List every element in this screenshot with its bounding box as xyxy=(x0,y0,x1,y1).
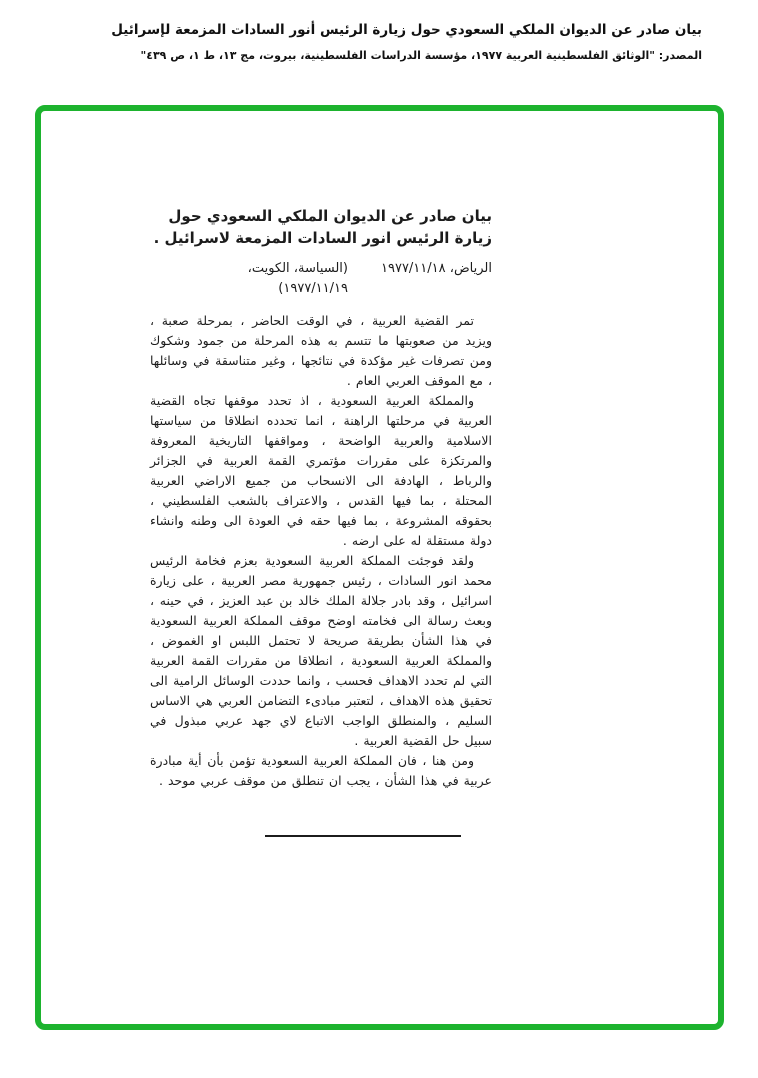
document-title: بيان صادر عن الديوان الملكي السعودي حول زيارة الرئيس انور السادات المزمعة لاسرائيل . xyxy=(153,207,492,247)
paragraph-3: ولقد فوجئت المملكة العربية السعودية بعزم فخامة الرئيس محمد انور السادات ، رئيس جمهورية مصر العربية ، على زيارة اسرائيل ، وقد بادر جلالة الملك خالد بن عبد العزيز ، في حينه ، وبعث رسالة الى فخامته اوضح موقف المملكة العربية السعودية في هذا الشأن بطريقة صريحة لا تحتمل اللبس او الغموض ، والمملكة العربية السعودية ، انطلاقا من مقررات القمة العربية التي لم تحدد الاهداف فحسب ، وانما حددت الوسائل الرامية الى تحقيق هذه الاهداف ، لتعتبر مبادىء التضامن العربي هي الاساس السليم ، والمنطلق الواجب الاتباع لاي جهد عربي مبذول في سبيل حل القضية العربية . xyxy=(150,553,492,748)
paragraph-4: ومن هنا ، فان المملكة العربية السعودية تؤمن بأن أية مبادرة عربية في هذا الشأن ، يجب ان تنطلق من موقف عربي موحد . xyxy=(150,753,492,788)
dateline-place-date: الرياض، ١٩٧٧/١١/١٨ xyxy=(381,261,492,276)
paragraphs-container xyxy=(150,311,492,791)
dateline xyxy=(150,259,492,299)
document-body xyxy=(150,205,492,791)
header-source-citation: المصدر: "الوثائق الفلسطينية العربية ١٩٧٧، مؤسسة الدراسات الفلسطينية، بيروت، مج ١٣، ط ١، ص ٤٣٩" xyxy=(140,49,702,62)
paragraph-1: تمر القضية العربية ، في الوقت الحاضر ، بمرحلة صعبة ، ويزيد من صعوبتها ما تتسم به هذه المرحلة من جمود وشكوك ومن تصرفات غير مؤكدة في نتائجها ، وغير متناسقة في وسائلها ، مع الموقف العربي العام . xyxy=(150,313,492,388)
page-header xyxy=(8,20,702,64)
dateline-source-citation: (السياسة، الكويت، ١٩٧٧/١١/١٩) xyxy=(247,261,348,296)
paragraph-2: والمملكة العربية السعودية ، اذ تحدد موقفها تجاه القضية العربية في مرحلتها الراهنة ، انما تحدده انطلاقا من سياستها الاسلامية والعربية الواضحة ، ومواقفها التاريخية المعروفة والمرتكزة على مقررات مؤتمري القمة العربية في الجزائر والرباط ، الهادفة الى الانسحاب من جميع الاراضي العربية المحتلة ، بما فيها القدس ، والاعتراف بالشعب الفلسطيني ، بحقوقه المشروعة ، بما فيها حقه في العودة الى وطنه وانشاء دولة مستقلة له على ارضه . xyxy=(150,393,492,548)
header-title: بيان صادر عن الديوان الملكي السعودي حول زيارة الرئيس أنور السادات المزمعة لإسرائيل xyxy=(111,22,702,38)
end-divider-rule xyxy=(265,835,461,837)
